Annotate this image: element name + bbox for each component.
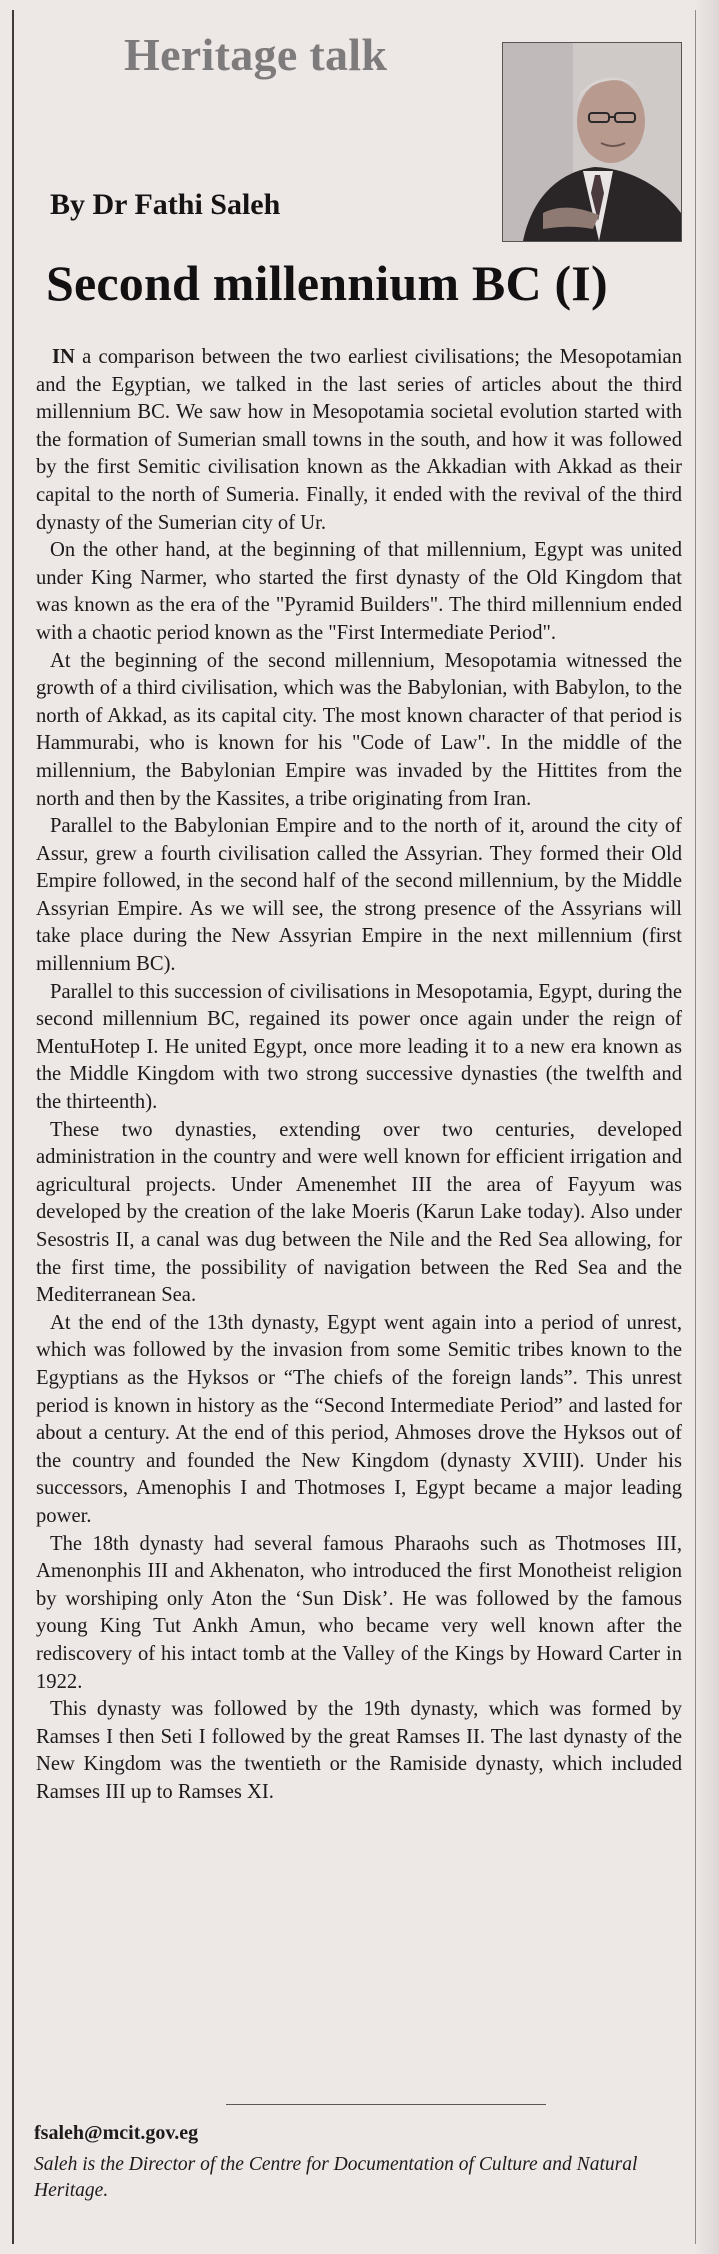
paragraph-2: On the other hand, at the beginning of that millennium, Egypt was united under King Narmer, who started the first dynasty of the Old Kingdom that was known as the era of the "Pyramid Builders". The third millennium ended with a chaotic period known as the "First Intermediate Period". xyxy=(36,539,682,644)
column-title: Heritage talk xyxy=(124,29,388,80)
author-email[interactable]: fsaleh@mcit.gov.eg xyxy=(34,2122,199,2144)
paragraph-5: Parallel to this succession of civilisations in Mesopotamia, Egypt, during the second millennium BC, regained its power once again under the reign of MentuHotep I. He united Egypt, once more leading it to a new era known as the Middle Kingdom with two strong successive dynasties (the twelfth and the thirteenth). xyxy=(36,980,682,1114)
byline: By Dr Fathi Saleh xyxy=(50,188,281,221)
signature-rule xyxy=(226,2104,546,2105)
headline: Second millennium BC (I) xyxy=(46,255,608,311)
paragraph-1 xyxy=(36,344,682,537)
author-portrait-icon xyxy=(503,43,681,241)
article-body xyxy=(36,344,682,1806)
drop-lead: IN xyxy=(52,346,75,368)
author-photo xyxy=(502,42,682,242)
paragraph-6: These two dynasties, extending over two centuries, developed administration in the country and were well known for efficient irrigation and agricultural projects. Under Amenemhet III the area of Fayyum was developed by the creation of the lake Moeris (Karun Lake today). Also under Sesostris II, a canal was dug between the Nile and the Red Sea allowing, for the first time, the possibility of navigation between the Red Sea and the Mediterranean Sea. xyxy=(36,1118,682,1307)
paragraph-9: This dynasty was followed by the 19th dynasty, which was formed by Ramses I then Seti I followed by the great Ramses II. The last dynasty of the New Kingdom was the twentieth or the Ramiside dynasty, which included Ramses III up to Ramses XI. xyxy=(36,1698,682,1803)
paragraph-7: At the end of the 13th dynasty, Egypt went again into a period of unrest, which was followed by the invasion from some Semitic tribes known to the Egyptians as the Hyksos or “The chiefs of the foreign lands”. This unrest period is known in history as the “Second Intermediate Period” and lasted for about a century. At the end of this period, Ahmoses drove the Hyksos out of the country and founded the New Kingdom (dynasty XVIII). Under his successors, Amenophis I and Thotmoses I, Egypt became a major leading power. xyxy=(36,1311,682,1527)
paragraph-1-text: a comparison between the two earliest civilisations; the Mesopotamian and the Egyptian, we talked in the last series of articles about the third millennium BC. We saw how in Mesopotamia societal evolution started with the formation of Sumerian small towns in the south, and how it was followed by the first Semitic civilisation known as the Akkadian with Akkad as their capital to the north of Sumeria. Finally, it ended with the revival of the third dynasty of the Sumerian city of Ur. xyxy=(36,346,682,534)
column-divider xyxy=(695,10,696,2244)
paragraph-8: The 18th dynasty had several famous Pharaohs such as Thotmoses III, Amenonphis III and Akhenaton, who introduced the first Monotheist religion by worshiping only Aton the ‘Sun Disk’. He was followed by the famous young King Tut Ankh Amun, who became very well known after the rediscovery of his intact tomb at the Valley of the Kings by Howard Carter in 1922. xyxy=(36,1532,682,1693)
paragraph-3: At the beginning of the second millennium, Mesopotamia witnessed the growth of a third civilisation, which was the Babylonian, with Babylon, to the north of Akkad, as its capital city. The most known character of that period is Hammurabi, who is known for his "Code of Law". In the middle of the millennium, the Babylonian Empire was invaded by the Hittites from the north and then by the Kassites, a tribe originating from Iran. xyxy=(36,649,682,810)
author-bio: Saleh is the Director of the Centre for Documentation of Culture and Natural Heritage. xyxy=(34,2154,638,2201)
paragraph-4: Parallel to the Babylonian Empire and to the north of it, around the city of Assur, grew a fourth civilisation called the Assyrian. They formed their Old Empire followed, in the second half of the second millennium, by the Middle Assyrian Empire. As we will see, the strong presence of the Assyrians will take place during the New Assyrian Empire in the next millennium (first millennium BC). xyxy=(36,815,682,976)
